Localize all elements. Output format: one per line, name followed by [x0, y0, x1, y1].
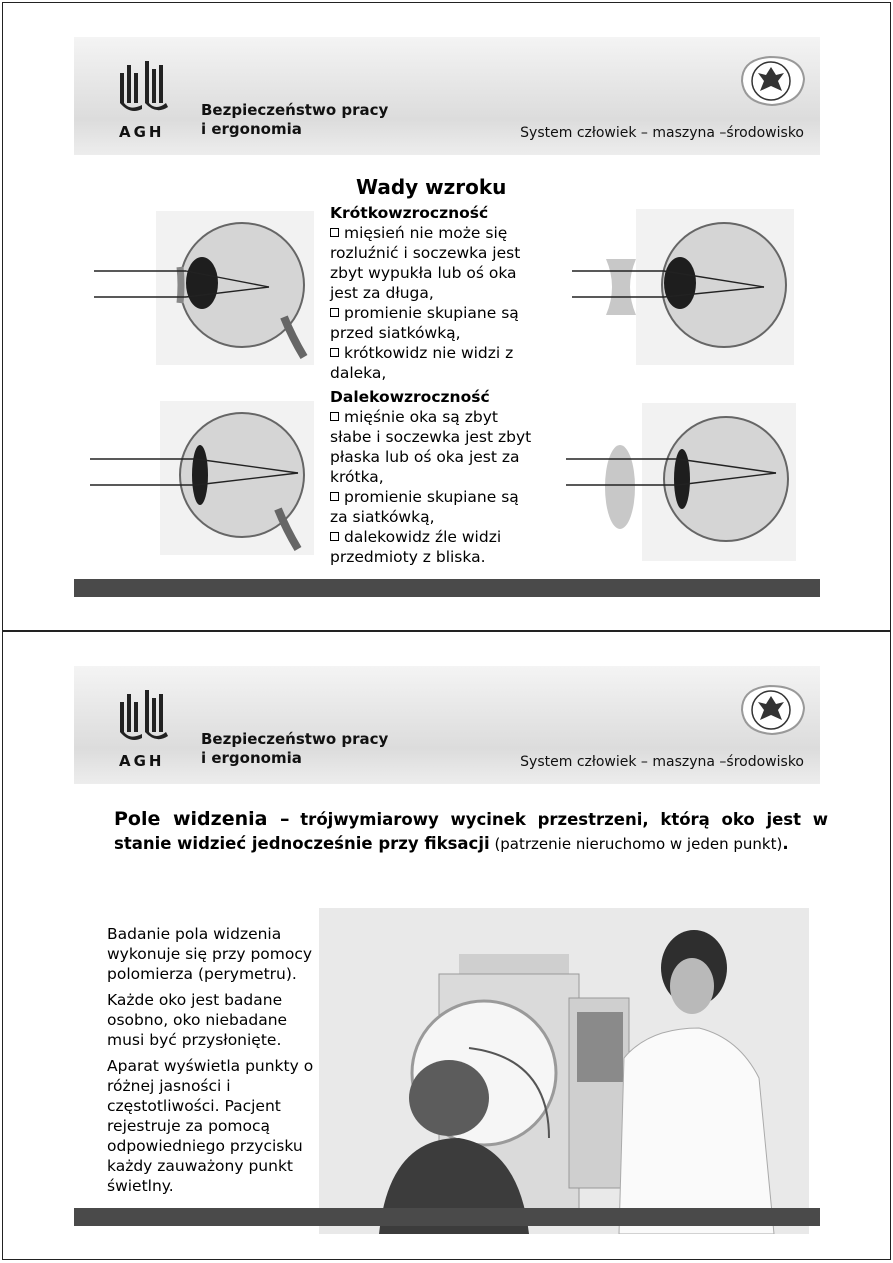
slide-page-2: [2, 631, 891, 1260]
slide-footer-bar: [74, 579, 820, 597]
hyperopia-heading: Dalekowzroczność: [330, 388, 490, 406]
perimetry-exam-photo: [319, 908, 809, 1234]
agh-logo-text: AGH: [119, 752, 165, 770]
agh-logo-icon: [118, 61, 170, 117]
checkbox-bullet-icon: [330, 228, 339, 237]
slide-wady-wzroku: [74, 37, 820, 597]
slide-title: Wady wzroku: [356, 175, 507, 199]
slide-title: Pole widzenia –: [114, 808, 290, 830]
checkbox-bullet-icon: [330, 532, 339, 541]
slide-header: [74, 666, 820, 784]
header-system-subtitle: System człowiek – maszyna –środowisko: [520, 125, 804, 141]
faculty-seal-icon: [736, 680, 808, 740]
agh-logo-icon: [118, 690, 170, 746]
course-title: Bezpieczeństwo pracy i ergonomia: [201, 101, 389, 138]
perimetry-description: [107, 924, 322, 1202]
paragraph: Każde oko jest badane osobno, oko niebadane musi być przysłonięte.: [107, 991, 288, 1049]
checkbox-bullet-icon: [330, 308, 339, 317]
slide-page-1: [2, 2, 891, 631]
checkbox-bullet-icon: [330, 412, 339, 421]
faculty-seal-icon: [736, 51, 808, 111]
slide-footer-bar: [74, 1208, 820, 1226]
paragraph: Badanie pola widzenia wykonuje się przy pomocy polomierza (perymetru).: [107, 925, 313, 983]
paragraph: Aparat wyświetla punkty o różnej jasności i częstotliwości. Pacjent rejestruje za pomocą odpowiedniego przycisku każdy zauważony punkt świetlny.: [107, 1057, 314, 1195]
header-system-subtitle: System człowiek – maszyna –środowisko: [520, 754, 804, 770]
myopia-corrected-eye-diagram: [564, 207, 796, 367]
myopia-heading: Krótkowzroczność: [330, 204, 489, 222]
hyperopia-eye-diagram: [80, 399, 314, 557]
hyperopia-description: Dalekowzroczność mięśnie oka są zbyt słabe i soczewka jest zbyt płaska lub oś oka jest za krótka, promienie skupiane są za siatkówką, dalekowidz źle widzi przedmioty z bliska.: [330, 387, 570, 567]
course-title: Bezpieczeństwo pracy i ergonomia: [201, 730, 389, 767]
agh-logo-text: AGH: [119, 123, 165, 141]
checkbox-bullet-icon: [330, 492, 339, 501]
slide-header: [74, 37, 820, 155]
hyperopia-corrected-eye-diagram: [564, 401, 796, 561]
myopia-eye-diagram: [84, 207, 314, 367]
field-of-view-definition: Pole widzenia – trójwymiarowy wycinek przestrzeni, którą oko jest w stanie widzieć jednocześnie przy fiksacji (patrzenie nieruchomo w jeden punkt).: [114, 808, 828, 853]
myopia-description: Krótkowzroczność mięsień nie może się rozluźnić i soczewka jest zbyt wypukła lub oś oka jest za długa, promienie skupiane są przed siatkówką, krótkowidz nie widzi z daleka,: [330, 203, 570, 383]
slide-pole-widzenia: [74, 666, 828, 1226]
checkbox-bullet-icon: [330, 348, 339, 357]
